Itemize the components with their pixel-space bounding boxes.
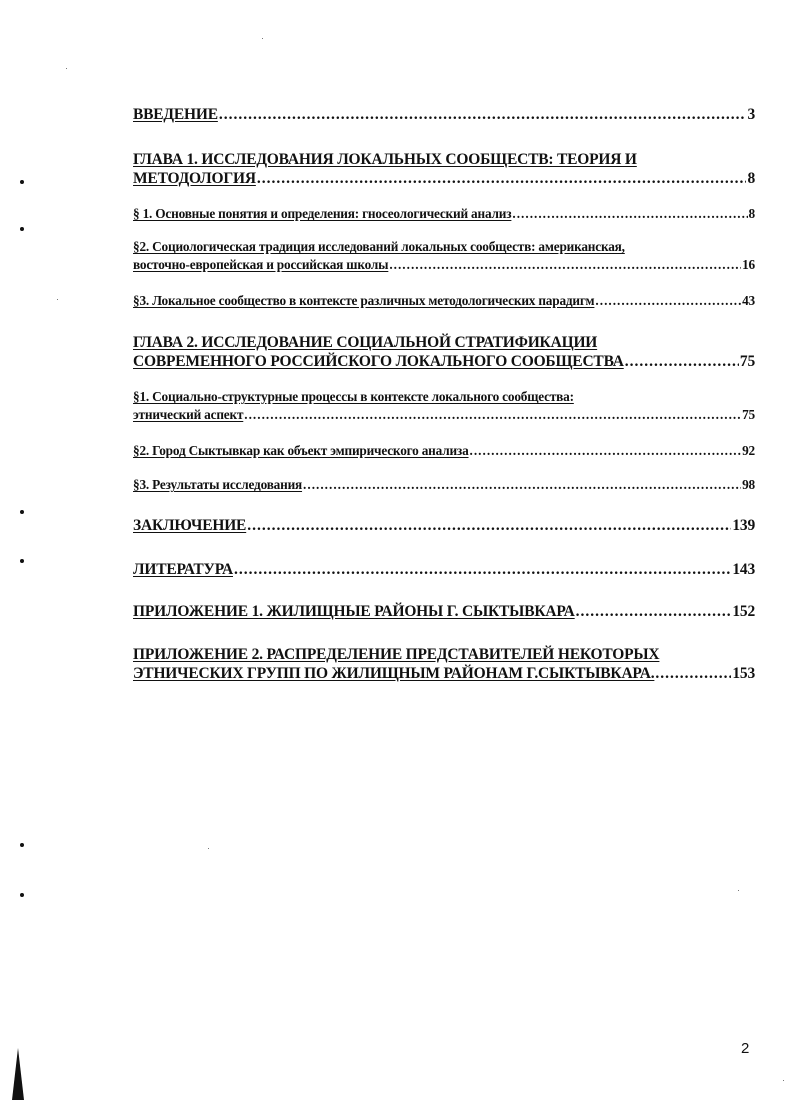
toc-entry-page: 143 xyxy=(732,561,755,578)
scan-artifact-dot xyxy=(20,893,24,897)
toc-leader-dots xyxy=(576,602,732,621)
toc-entry-introduction[interactable] xyxy=(133,105,755,124)
scan-artifact-dot xyxy=(20,510,24,514)
toc-line xyxy=(133,560,755,579)
scan-artifact-dot xyxy=(20,180,24,184)
toc-entry-title-continued: ЭТНИЧЕСКИХ ГРУПП ПО ЖИЛИЩНЫМ РАЙОНАМ Г.СЫКТЫВКАРА. xyxy=(133,665,655,682)
toc-entry-title: §3. Результаты исследования xyxy=(133,477,303,492)
toc-entry-section-1-2[interactable] xyxy=(133,238,755,274)
toc-leader-dots xyxy=(512,205,747,223)
toc-line xyxy=(133,602,755,621)
scan-artifact-dot xyxy=(20,559,24,563)
toc-leader-dots xyxy=(234,560,731,579)
toc-entry-section-1-3[interactable] xyxy=(133,292,755,310)
toc-entry-title: § 1. Основные понятия и определения: гносеологический анализ xyxy=(133,206,512,221)
toc-entry-page: 98 xyxy=(742,477,755,492)
toc-entry-page: 75 xyxy=(742,407,755,422)
toc-entry-title: §2. Город Сыктывкар как объект эмпирического анализа xyxy=(133,443,469,458)
toc-entry-title-continued: СОВРЕМЕННОГО РОССИЙСКОГО ЛОКАЛЬНОГО СООБЩЕСТВА xyxy=(133,353,624,370)
toc-line xyxy=(133,105,755,124)
toc-line xyxy=(133,476,755,494)
toc-entry-page: 139 xyxy=(732,517,755,534)
toc-line xyxy=(133,406,755,424)
toc-leader-dots xyxy=(303,476,741,494)
toc-entry-section-2-3[interactable] xyxy=(133,476,755,494)
toc-entry-section-1-1[interactable] xyxy=(133,205,755,223)
scan-artifact-speck xyxy=(262,38,263,39)
toc-entry-page: 43 xyxy=(742,293,755,308)
scan-artifact-speck xyxy=(783,1080,784,1081)
toc-entry-title: ВВЕДЕНИЕ xyxy=(133,106,218,123)
toc-entry-title: ГЛАВА 2. ИССЛЕДОВАНИЕ СОЦИАЛЬНОЙ СТРАТИФИКАЦИИ xyxy=(133,334,598,351)
scan-artifact-speck xyxy=(738,890,739,891)
toc-entry-page: 3 xyxy=(747,106,755,123)
toc-entry-title: ЛИТЕРАТУРА xyxy=(133,561,233,578)
toc-entry-title: ПРИЛОЖЕНИЕ 1. ЖИЛИЩНЫЕ РАЙОНЫ Г. СЫКТЫВКАРА xyxy=(133,603,575,620)
toc-entry-title: ПРИЛОЖЕНИЕ 2. РАСПРЕДЕЛЕНИЕ ПРЕДСТАВИТЕЛЕЙ НЕКОТОРЫХ xyxy=(133,646,660,663)
toc-line xyxy=(133,664,755,683)
toc-leader-dots xyxy=(595,292,741,310)
toc-entry-conclusion[interactable] xyxy=(133,516,755,535)
toc-entry-page: 8 xyxy=(747,170,755,187)
toc-entry-title-continued: этнический аспект xyxy=(133,407,244,422)
toc-entry-page: 152 xyxy=(732,603,755,620)
toc-entry-section-2-2[interactable] xyxy=(133,442,755,460)
toc-line xyxy=(133,645,755,664)
toc-leader-dots xyxy=(625,352,739,371)
toc-entry-title: §1. Социально-структурные процессы в контексте локального сообщества: xyxy=(133,389,574,404)
scan-edge-mark xyxy=(12,1048,24,1100)
toc-leader-dots xyxy=(244,406,741,424)
toc-leader-dots xyxy=(655,664,731,683)
toc-line xyxy=(133,388,755,406)
toc-line xyxy=(133,169,755,188)
toc-leader-dots xyxy=(219,105,747,124)
toc-entry-appendix-2[interactable] xyxy=(133,645,755,683)
toc-leader-dots xyxy=(470,442,742,460)
toc-leader-dots xyxy=(247,516,731,535)
toc-leader-dots xyxy=(389,256,741,274)
toc-entry-page: 75 xyxy=(739,353,755,370)
scan-artifact-dot xyxy=(20,227,24,231)
toc-entry-chapter-2[interactable] xyxy=(133,333,755,371)
toc-line xyxy=(133,352,755,371)
toc-line xyxy=(133,256,755,274)
toc-entry-title: ЗАКЛЮЧЕНИЕ xyxy=(133,517,247,534)
toc-leader-dots xyxy=(257,169,747,188)
toc-line xyxy=(133,442,755,460)
scan-artifact-speck xyxy=(208,848,209,849)
page-number: 2 xyxy=(741,1040,750,1057)
toc-entry-literature[interactable] xyxy=(133,560,755,579)
toc-line xyxy=(133,516,755,535)
toc-line xyxy=(133,205,755,223)
toc-line xyxy=(133,292,755,310)
toc-entry-title-continued: МЕТОДОЛОГИЯ xyxy=(133,170,256,187)
toc-entry-section-2-1[interactable] xyxy=(133,388,755,424)
toc-entry-title-continued: восточно-европейская и российская школы xyxy=(133,257,389,272)
toc-entry-page: 16 xyxy=(742,257,755,272)
toc-entry-appendix-1[interactable] xyxy=(133,602,755,621)
toc-entry-title: §3. Локальное сообщество в контексте различных методологических парадигм xyxy=(133,293,595,308)
scan-artifact-speck xyxy=(66,68,67,69)
scan-artifact-dot xyxy=(20,843,24,847)
toc-line xyxy=(133,333,755,352)
toc-entry-title: §2. Социологическая традиция исследований локальных сообществ: американская, xyxy=(133,239,625,254)
toc-line xyxy=(133,238,755,256)
toc-entry-page: 92 xyxy=(742,443,755,458)
toc-entry-title: ГЛАВА 1. ИССЛЕДОВАНИЯ ЛОКАЛЬНЫХ СООБЩЕСТВ: ТЕОРИЯ И xyxy=(133,151,637,168)
toc-entry-page: 8 xyxy=(748,206,755,221)
toc-line xyxy=(133,150,755,169)
scan-artifact-speck xyxy=(57,299,58,300)
toc-entry-page: 153 xyxy=(732,665,755,682)
toc-entry-chapter-1[interactable] xyxy=(133,150,755,188)
